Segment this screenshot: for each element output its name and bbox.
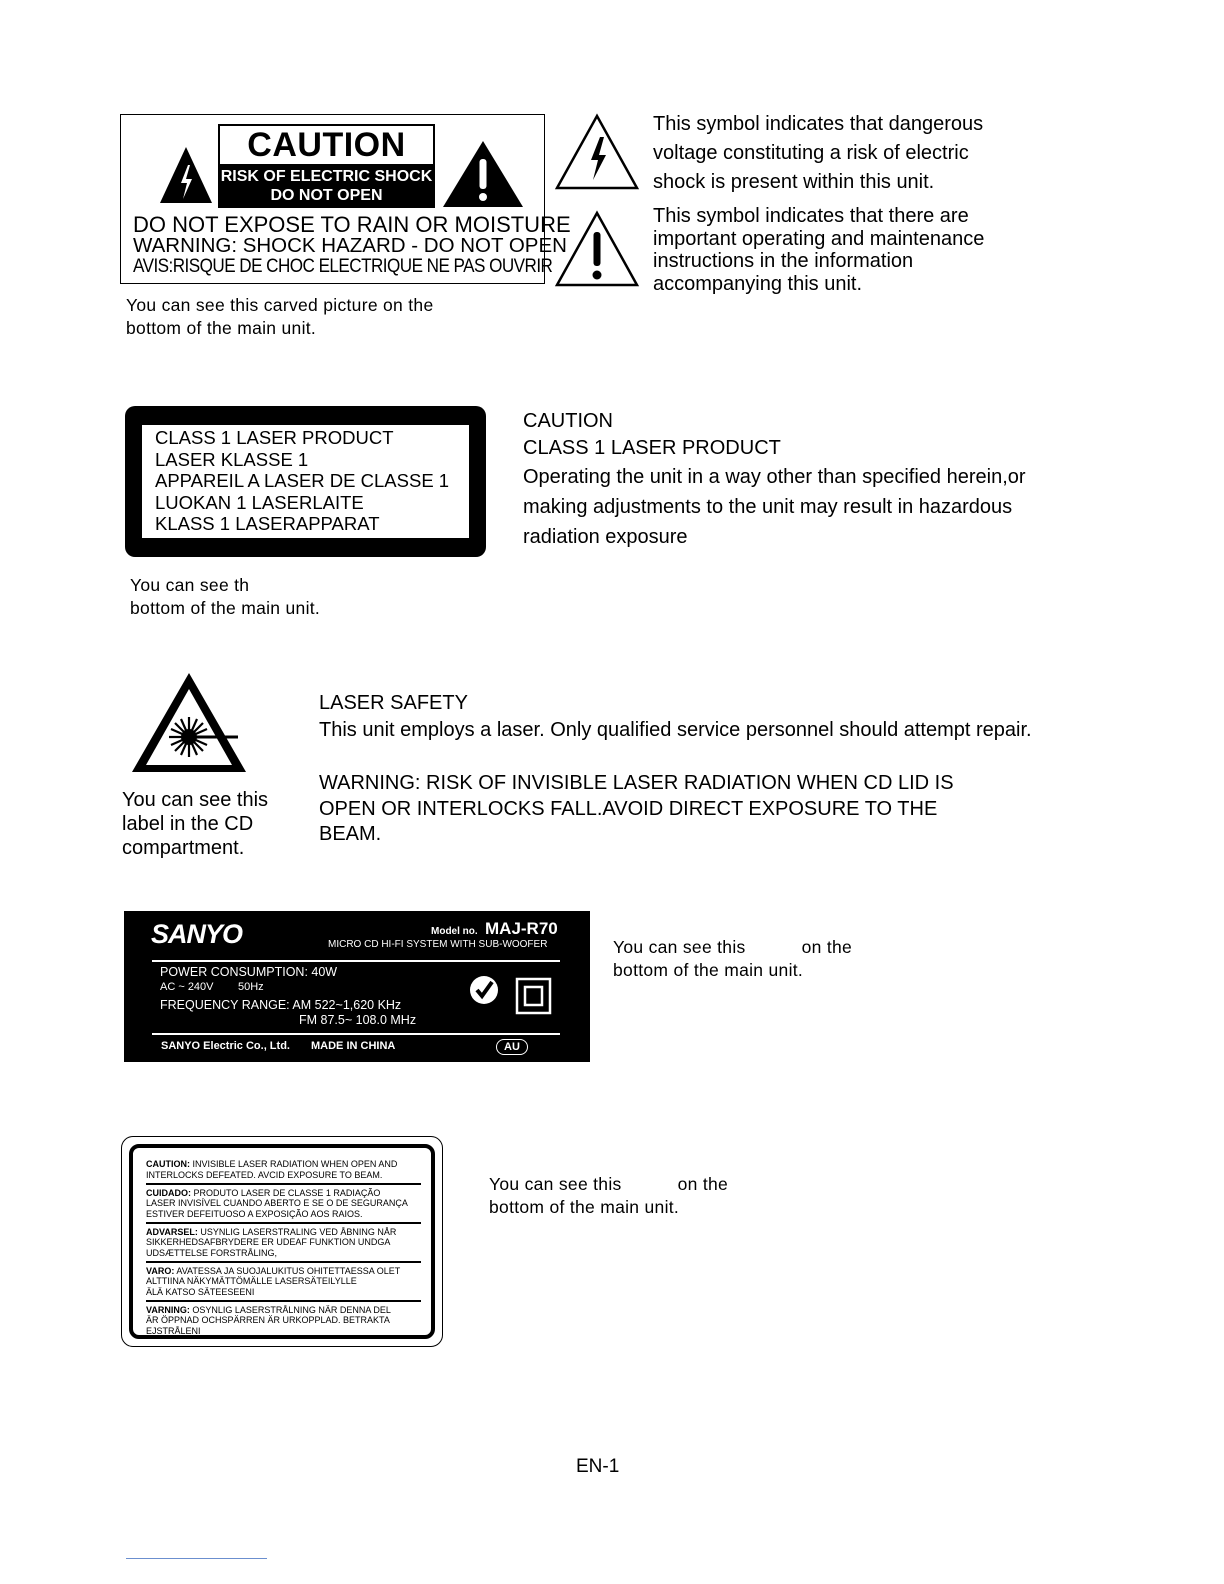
lightning-symbol-icon — [554, 113, 640, 191]
caption-line: bottom of the main unit. — [130, 598, 321, 618]
caution-subtitle — [220, 164, 433, 206]
label-line: LUOKAN 1 LASERLAITE — [155, 491, 364, 513]
caution-label — [120, 114, 571, 284]
caption-part: You can see this — [489, 1174, 622, 1194]
caption-line: bottom of the main unit. — [613, 960, 804, 980]
text-line: important operating and maintenance — [653, 227, 985, 250]
laser-class-caption — [130, 574, 320, 620]
caption-line: label in the CD — [122, 813, 254, 835]
warning-block — [146, 1188, 421, 1220]
lightning-warning-icon — [159, 145, 213, 205]
text-line: OPEN OR INTERLOCKS FALL.AVOID DIRECT EXPOSURE TO THE — [319, 797, 938, 820]
warning-label-caption — [489, 1173, 728, 1219]
warning-divider — [146, 1183, 421, 1185]
laser-safety-heading: LASER SAFETY — [319, 692, 468, 714]
footer-rule — [126, 1558, 267, 1559]
caution-title: CAUTION — [247, 126, 406, 164]
exclamation-symbol-text — [653, 205, 984, 295]
text-line: This symbol indicates that there are — [653, 205, 969, 227]
caption-line — [489, 1173, 728, 1196]
laser-class-label-inner — [142, 425, 469, 538]
multilingual-warning-label — [121, 1136, 443, 1347]
product-name: MICRO CD HI-FI SYSTEM WITH SUB-WOOFER — [328, 939, 548, 950]
exclamation-warning-icon — [441, 139, 525, 209]
laser-safety-caption — [122, 788, 268, 860]
warning-block — [146, 1227, 421, 1259]
exclamation-symbol-icon — [554, 210, 640, 288]
text-line: This symbol indicates that dangerous — [653, 113, 984, 135]
plate-divider — [152, 960, 560, 962]
ac-voltage: AC ~ 240V — [160, 981, 214, 993]
warning-block-line: PRODUTO LASER DE CLASSE 1 RADIAÇÃO — [193, 1187, 381, 1198]
text-line: WARNING: RISK OF INVISIBLE LASER RADIATION WHEN CD LID IS — [319, 772, 954, 794]
ac-frequency: 50Hz — [238, 981, 264, 993]
text-line: radiation exposure — [523, 526, 688, 548]
power-consumption: POWER CONSUMPTION: 40W — [160, 965, 338, 979]
text-line: accompanying this unit. — [653, 272, 863, 295]
caption-part: on the — [801, 937, 853, 957]
warning-block — [146, 1305, 421, 1337]
caution-line: AVIS:RISQUE DE CHOC ELECTRIQUE NE PAS OUVRIR — [133, 256, 553, 277]
rating-plate-caption — [613, 936, 852, 982]
laser-class-label — [125, 406, 486, 557]
warning-block-line: ALTTIINA NÄKYMÄTTÖMÄLLE LASERSÄTEILYLLE — [146, 1276, 357, 1286]
caption-line — [613, 936, 852, 959]
laser-safety-intro: This unit employs a laser. Only qualified service personnel should attempt repair. — [319, 719, 1032, 741]
warning-block-line: LASER INVISÍVEL CUANDO ABERTO E SE O DE SEGURANÇA — [146, 1198, 408, 1208]
warning-block-head: CUIDADO: — [146, 1187, 191, 1198]
warning-block-line: INTERLOCKS DEFEATED. AVCID EXPOSURE TO BEAM. — [146, 1169, 383, 1180]
warning-block-line: ÄR ÖPPNAD OCHSPÄRREN ÄR URKOPPLAD. BETRAKTA — [146, 1315, 390, 1325]
rating-plate — [124, 911, 590, 1062]
caution-line: DO NOT EXPOSE TO RAIN OR MOISTURE — [133, 212, 571, 237]
text-line: shock is present within this unit. — [653, 171, 935, 193]
caution-title-box — [218, 124, 435, 208]
warning-block-line: ÄLÄ KATSO SÄTEESEENI — [146, 1286, 255, 1297]
caution-line: WARNING: SHOCK HAZARD - DO NOT OPEN — [133, 234, 567, 257]
warning-block-line: USYNLIG LASERSTRALING VED ÅBNING NÅR — [200, 1226, 397, 1237]
warning-block-head: ADVARSEL: — [146, 1226, 198, 1237]
caption-line: bottom of the main unit. — [489, 1197, 680, 1217]
label-line: CLASS 1 LASER PRODUCT — [155, 427, 394, 448]
laser-hazard-icon — [130, 671, 248, 774]
page-number: EN-1 — [576, 1456, 620, 1477]
frequency-am: FREQUENCY RANGE: AM 522~1,620 KHz — [160, 998, 402, 1012]
warning-block-line: INVISIBLE LASER RADIATION WHEN OPEN AND — [192, 1159, 398, 1169]
warning-block-line: EJSTRÅLENI — [146, 1325, 201, 1336]
warning-block-head: VARO: — [146, 1265, 175, 1276]
text-line: CAUTION — [523, 410, 613, 432]
model-number: MAJ-R70 — [485, 919, 558, 938]
frequency-fm: FM 87.5~ 108.0 MHz — [299, 1013, 417, 1027]
warning-block-line: ESTIVER DEFEITUOSO A EXPOSIÇÃO AOS RAIOS. — [146, 1208, 363, 1219]
plate-divider — [152, 1033, 560, 1035]
warning-block-line: OSYNLIG LASERSTRÅLNING NÄR DENNA DEL — [192, 1304, 391, 1315]
caption-line: bottom of the main unit. — [126, 318, 317, 338]
text-line: BEAM. — [319, 823, 382, 845]
warning-block-line: AVATESSA JA SUOJALUKITUS OHITETTAESSA OLET — [176, 1265, 401, 1276]
warning-divider — [146, 1222, 421, 1224]
warning-block-head: VARNING: — [146, 1304, 190, 1315]
warning-block-line: SIKKERHEDSAFBRYDERE ER UDEAF FUNKTION UNDGA — [146, 1237, 391, 1247]
caption-line: You can see th — [130, 575, 250, 595]
text-line: voltage constituting a risk of electric — [653, 142, 969, 164]
warning-block — [146, 1159, 421, 1180]
text-line: Operating the unit in a way other than specified herein,or — [523, 466, 1026, 488]
text-line: making adjustments to the unit may result in hazardous — [523, 496, 1013, 518]
caution-subtitle-line: RISK OF ELECTRIC SHOCK — [220, 168, 433, 185]
region-badge: AU — [496, 1039, 528, 1055]
double-insulation-icon — [515, 977, 552, 1015]
model-prefix: Model no. — [431, 926, 478, 937]
warning-block-head: CAUTION: — [146, 1159, 190, 1169]
caption-line: compartment. — [122, 837, 245, 859]
laser-warning-text — [319, 771, 954, 848]
warning-block — [146, 1266, 421, 1298]
caption-line: You can see this — [122, 789, 269, 811]
made-in: MADE IN CHINA — [311, 1040, 396, 1052]
warning-block-line: UDSÆTTELSE FORSTRÅLING, — [146, 1247, 278, 1258]
lightning-symbol-text — [653, 110, 983, 197]
caution-caption — [126, 294, 433, 340]
warning-divider — [146, 1261, 421, 1263]
caption-part: You can see this — [613, 937, 746, 957]
caption-part: on the — [677, 1174, 729, 1194]
warning-divider — [146, 1300, 421, 1302]
caption-line: You can see this carved picture on the — [126, 295, 434, 315]
text-line: instructions in the information — [653, 250, 914, 272]
manufacturer: SANYO Electric Co., Ltd. — [161, 1040, 290, 1052]
label-line: KLASS 1 LASERAPPARAT — [155, 513, 380, 534]
text-line: CLASS 1 LASER PRODUCT — [523, 437, 781, 459]
label-line: APPAREIL A LASER DE CLASSE 1 — [155, 470, 450, 491]
laser-safety-text — [319, 690, 1032, 744]
c-tick-mark-icon — [469, 975, 499, 1005]
brand-logo: SANYO — [151, 919, 243, 949]
laser-class-text — [523, 408, 1026, 552]
caution-subtitle-line: DO NOT OPEN — [270, 187, 383, 204]
label-line: LASER KLASSE 1 — [155, 448, 309, 470]
warning-label-inner — [129, 1144, 435, 1339]
